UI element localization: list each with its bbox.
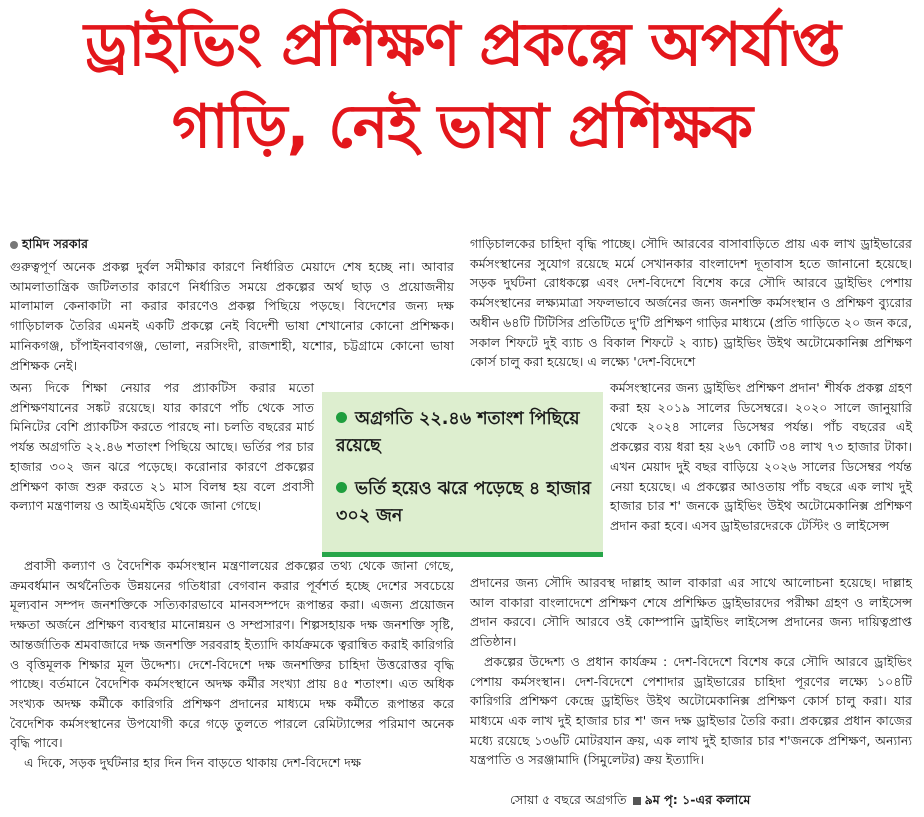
bullet-icon	[336, 482, 347, 493]
highlight-callout-box	[322, 392, 603, 557]
headline	[0, 4, 924, 168]
byline-author: হামিদ সরকার	[22, 236, 89, 251]
paragraph: গুরুত্বপূর্ণ অনেক প্রকল্প দুর্বল সমীক্ষার কারণে নির্ধারিত মেয়াদে শেষ হচ্ছে না। আবার আমলাতান্ত্রিক জটিলতার কারণে নির্ধারিত সময়ে প্রকল্পের অর্থ ছাড় ও প্রয়োজনীয় মালামাল কেনাকাটা না করার কারণেও প্রকল্প পিছিয়ে পড়ছে। বিদেশের জন্য দক্ষ গাড়িচালক তৈরির এমনই একটি প্রকল্পে নেই বিদেশী ভাষা শেখানোর কোনো প্রশিক্ষক। মানিকগঞ্জ, চাঁপাইনবাবগঞ্জ, ভোলা, নরসিংদী, রাজশাহী, যশোর, চট্টগ্রামে কোনো ভাষা প্রশিক্ষক নেই।	[10, 259, 454, 373]
callout-text: অগ্রগতি ২২.৪৬ শতাংশ পিছিয়ে রয়েছে	[336, 409, 580, 456]
paragraph: কর্মসংস্থানের জন্য ড্রাইভিং প্রশিক্ষণ প্রদান' শীর্ষক প্রকল্প গ্রহণ করা হয় ২০১৯ সালের ডিসেম্বরে। ২০২০ সালে জানুয়ারি থেকে ২০২৪ সালের ডিসেম্বর পর্যন্ত। পাঁচ বছরের এই প্রকল্পের ব্যয় ধরা হয় ২৬৭ কোটি ৩৪ লাখ ৭৩ হাজার টাকা। এখন মেয়াদ দুই বছর বাড়িয়ে ২০২৬ সালের ডিসেম্বর পর্যন্ত নেয়া হয়েছে। এ প্রকল্পের আওতায় পাঁচ বছরে এক লাখ দুই হাজার চার শ' জনকে ড্রাইভিং উইথ অটোমেকানিক্স প্রশিক্ষণ প্রদান করা হবে। এসব ড্রাইভারদেরকে টেস্টিং ও লাইসেন্স	[610, 380, 912, 533]
article-column-right-top	[470, 234, 912, 372]
callout-text: ভর্তি হয়েও ঝরে পড়েছে ৪ হাজার ৩০২ জন	[336, 479, 591, 526]
continuation-line	[510, 790, 750, 809]
article-column-left-narrow	[10, 378, 314, 516]
page-jump-link[interactable]: ৯ম পৃ: ১-এর কলামে	[644, 792, 751, 807]
bullet-icon	[336, 412, 347, 423]
article-column-left-top	[10, 257, 454, 375]
article-column-right-narrow	[610, 378, 912, 536]
paragraph: অন্য দিকে শিক্ষা নেয়ার পর প্র্যাকটিস করার মতো প্রশিক্ষণযানের সঙ্কট রয়েছে। যার কারণে পাঁচ থেকে সাত মিনিটের বেশি প্র্যাকটিস করতে পারছে না। চলতি বছরের মার্চ পর্যন্ত অগ্রগতি ২২.৪৬ শতাংশ পিছিয়ে আছে। ভর্তির পর চার হাজার ৩০২ জন ঝরে পড়েছে। করোনার কারণে প্রকল্পের প্রশিক্ষণ কাজ শুরু করতে ২১ মাস বিলম্ব হয় বলে প্রবাসী কল্যাণ মন্ত্রণালয় ও আইএমইডি থেকে জানা গেছে।	[10, 380, 314, 514]
callout-item	[336, 476, 603, 530]
square-icon	[633, 797, 641, 805]
article-column-right-bottom	[470, 573, 912, 770]
headline-line-1: ড্রাইভিং প্রশিক্ষণ প্রকল্পে অপর্যাপ্ত	[84, 10, 840, 80]
headline-line-2: গাড়ি, নেই ভাষা প্রশিক্ষক	[171, 92, 753, 162]
paragraph: প্রকল্পের উদ্দেশ্য ও প্রধান কার্যক্রম : দেশ-বিদেশে বিশেষ করে সৌদি আরবে ড্রাইভিং পেশায় কর্মসংস্থান। দেশ-বিদেশে পেশাদার ড্রাইভারের চাহিদা পূরণের লক্ষ্যে ১০৪টি কারিগরি প্রশিক্ষণ কেন্দ্রে ড্রাইভিং উইথ অটোমেকানিক্স প্রশিক্ষণ কোর্স চালু করা। যার মাধ্যমে এক লাখ দুই হাজার চার শ' জন দক্ষ ড্রাইভার তৈরি করা। প্রকল্পের প্রধান কাজের মধ্যে রয়েছে ১৩৬টি মোটরযান ক্রয়, এক লাখ দুই হাজার চার শ'জনকে প্রশিক্ষণ, অন্যান্য যন্ত্রপাতি ও সরঞ্জামাদি (সিমুলেটর) ক্রয় ইত্যাদি।	[470, 653, 912, 768]
paragraph: প্রবাসী কল্যাণ ও বৈদেশিক কর্মসংস্থান মন্ত্রণালয়ের প্রকল্পের তথ্য থেকে জানা গেছে, ক্রমবর্ধমান অর্থনৈতিক উন্নয়নের গতিধারা বেগবান করার পূর্বশর্ত হচ্ছে দেশের সবচেয়ে মূল্যবান সম্পদ জনশক্তিকে সত্যিকারভাবে মানবসম্পদে রূপান্তর করা। এজন্য প্রয়োজন দক্ষতা অর্জনে প্রশিক্ষণ ব্যবস্থার মানোন্নয়ন ও সম্প্রসারণ। শিল্পসহায়ক দক্ষ জনশক্তি সৃষ্টি, আন্তর্জাতিক শ্রমবাজারে দক্ষ জনশক্তি সরবরাহ ইত্যাদি কার্যক্রমকে ত্বরান্বিত করাই কারিগরি ও বৃত্তিমূলক শিক্ষার মূল উদ্দেশ্য। দেশে-বিদেশে দক্ষ জনশক্তির চাহিদা উত্তরোত্তর বৃদ্ধি পাচ্ছে। বর্তমানে বৈদেশিক কর্মসংস্থানে অদক্ষ কর্মীর সংখ্যা প্রায় ৪৫ শতাংশ। এত অধিক সংখ্যক অদক্ষ কর্মীকে কারিগরি প্রশিক্ষণ প্রদানের মাধ্যমে দক্ষ কর্মীতে রূপান্তর করে বৈদেশিক কর্মসংস্থানের উপযোগী করে গড়ে তুলতে পারলে রেমিট্যান্সের পরিমাণ অনেক বৃদ্ধি পাবে।	[10, 558, 454, 751]
article-column-left-bottom	[10, 556, 454, 773]
paragraph: প্রদানের জন্য সৌদি আরবস্থ দাল্লাহ আল বাকারা এর সাথে আলোচনা হয়েছে। দাল্লাহ আল বাকারা বাংলাদেশে প্রশিক্ষণ শেষে প্রশিক্ষিত ড্রাইভারদের পরীক্ষা গ্রহণ ও লাইসেন্স প্রদান করবে। সৌদি আরবে ওই কোম্পানি ড্রাইভিং লাইসেন্স প্রদানের জন্য দায়িত্বপ্রাপ্ত প্রতিষ্ঠান।	[470, 575, 912, 650]
byline	[10, 236, 88, 256]
callout-item	[336, 406, 603, 460]
paragraph: গাড়িচালকের চাহিদা বৃদ্ধি পাচ্ছে। সৌদি আরবের বাসাবাড়িতে প্রায় এক লাখ ড্রাইভারের কর্মসংস্থানের সুযোগ রয়েছে মর্মে সেখানকার বাংলাদেশ দূতাবাস হতে জানানো হয়েছে। সড়ক দুর্ঘটনা রোধকল্পে এবং দেশ-বিদেশে বিশেষ করে সৌদি আরবে ড্রাইভিং পেশায় কর্মসংস্থানের লক্ষ্যমাত্রা সফলভাবে অর্জনের জন্য জনশক্তি কর্মসংস্থান ও প্রশিক্ষণ ব্যুরোর অধীন ৬৪টি টিটিসির প্রতিটিতে দু'টি প্রশিক্ষণ গাড়ির মাধ্যমে (প্রতি গাড়িতে ২০ জন করে, সকাল শিফটে দুই ব্যাচ ও বিকাল শিফটে ২ ব্যাচ) ড্রাইভিং উইথ অটোমেকানিক্স প্রশিক্ষণ কোর্স চালু করা হয়েছে। এ লক্ষ্যে 'দেশ-বিদেশে	[470, 236, 912, 370]
paragraph: এ দিকে, সড়ক দুর্ঘটনার হার দিন দিন বাড়তে থাকায় দেশ-বিদেশে দক্ষ	[24, 755, 362, 771]
bullet-icon	[10, 241, 18, 249]
continued-label: সোয়া ৫ বছরে অগ্রগতি	[510, 792, 627, 807]
